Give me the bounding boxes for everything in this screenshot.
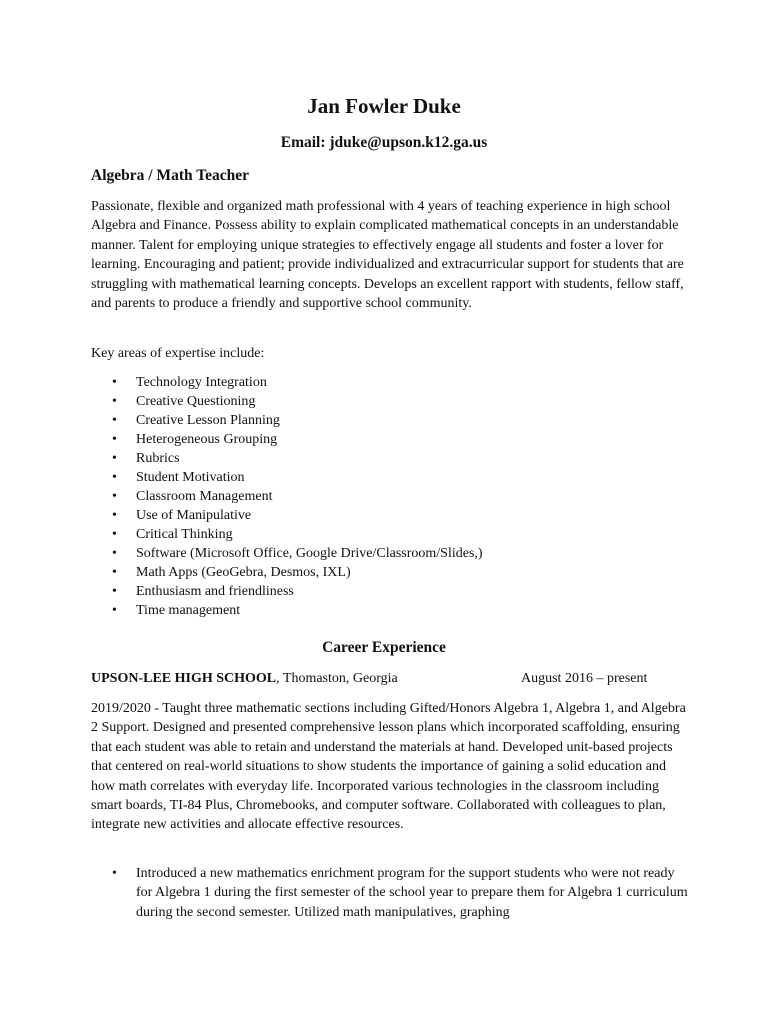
list-item-text: Use of Manipulative [136,508,252,523]
list-item [112,525,483,544]
bullet-icon: • [112,451,117,466]
job-employer: UPSON-LEE HIGH SCHOOL [91,671,277,686]
bullet-icon: • [112,489,117,504]
career-heading: Career Experience [322,639,446,656]
list-item-text: Creative Lesson Planning [136,413,280,428]
list-item-text: Creative Questioning [136,394,256,409]
job-location: , Thomaston, Georgia [276,671,398,686]
list-item-text: Heterogeneous Grouping [136,432,278,447]
skills-list [112,373,483,620]
list-item-text: Math Apps (GeoGebra, Desmos, IXL) [136,565,351,580]
summary-paragraph: Passionate, flexible and organized math professional with 4 years of teaching experience in high school Algebra and Finance. Possess ability to explain complicated mathematical concepts in an understandable manner. Talent for employing unique strategies to effectively engage all students and foster a lover for learning. Encouraging and patient; provide individualized and extracurricular support for students that are struggling with mathematical learning concepts. Develops an excellent rapport with students, fellow staff, and parents to produce a friendly and supportive school community. [91,199,684,312]
bullet-icon: • [112,603,117,618]
list-item-text: Time management [136,603,241,618]
list-item [112,506,483,525]
list-item [112,544,483,563]
list-item [112,392,483,411]
list-item-text: Critical Thinking [136,527,233,542]
bullet-icon: • [112,375,117,390]
list-item [112,430,483,449]
list-item-text: Classroom Management [136,489,273,504]
list-item [112,864,692,922]
list-item-text: Student Motivation [136,470,245,485]
bullet-icon: • [112,432,117,447]
list-item [112,582,483,601]
expertise-intro: Key areas of expertise include: [91,346,265,361]
list-item [112,487,483,506]
bullet-icon: • [112,508,117,523]
bullet-icon: • [112,565,117,580]
bullet-icon: • [112,470,117,485]
job-description: 2019/2020 - Taught three mathematic sections including Gifted/Honors Algebra 1, Algebra 1, and Algebra 2 Support. Designed and presented comprehensive lesson plans which incorporated scaffolding, ensuring that each student was able to retain and understand the materials at hand. Developed unit-based projects that centered on real-world situations to show students the importance of gaining a solid education and how math correlates with everyday life. Incorporated various technologies in the classroom including smart boards, TI-84 Plus, Chromebooks, and computer software. Collaborated with colleagues to plan, integrate new activities and allocate effective resources. [91,701,686,833]
bullet-icon: • [112,866,117,881]
candidate-name: Jan Fowler Duke [307,94,461,118]
job-dates: August 2016 – present [521,671,648,686]
list-item [112,373,483,392]
list-item-text: Introduced a new mathematics enrichment program for the support students who were not ready for Algebra 1 during the first semester of the school year to prepare them for Algebra 1 curriculum during the second semester. Utilized math manipulatives, graphing [136,866,688,920]
list-item [112,468,483,487]
list-item-text: Enthusiasm and friendliness [136,584,294,599]
list-item-text: Software (Microsoft Office, Google Drive/Classroom/Slides,) [136,546,483,561]
list-item [112,449,483,468]
list-item-text: Rubrics [136,451,180,466]
bullet-icon: • [112,527,117,542]
list-item [112,411,483,430]
bullet-icon: • [112,413,117,428]
role-title: Algebra / Math Teacher [91,167,249,184]
bullet-icon: • [112,546,117,561]
job-bullets-list [112,864,692,922]
list-item [112,601,483,620]
bullet-icon: • [112,394,117,409]
list-item-text: Technology Integration [136,375,267,390]
list-item [112,563,483,582]
bullet-icon: • [112,584,117,599]
email-line: Email: jduke@upson.k12.ga.us [280,134,488,151]
